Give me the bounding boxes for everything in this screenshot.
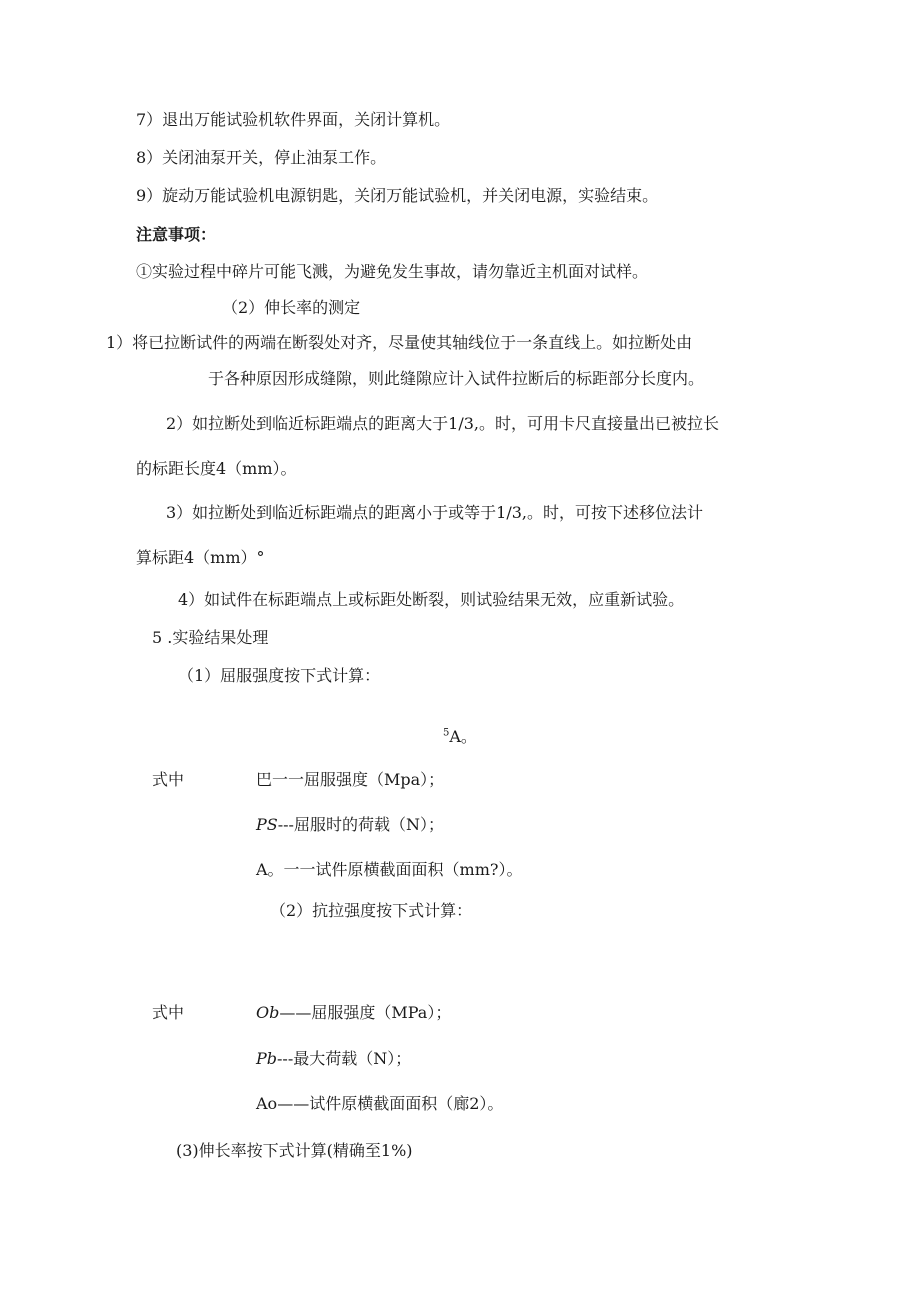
notes-item-1: ①实验过程中碎片可能飞溅，为避免发生事故，请勿靠近主机面对试样。 xyxy=(136,262,649,281)
elongation-calc-heading: (3)伸长率按下式计算(精确至1%) xyxy=(176,1141,413,1160)
elongation-p2-line2: 的标距长度4（mm）。 xyxy=(136,459,297,478)
tensile-def-area: Ao——试件原横截面面积（廊2）。 xyxy=(256,1094,504,1113)
tensile-heading: （2）抗拉强度按下式计算： xyxy=(270,901,473,920)
notes-heading: 注意事项： xyxy=(136,225,217,244)
tensile-strength-symbol: Ob xyxy=(256,1003,280,1022)
elongation-p3-line2: 算标距4（mm）° xyxy=(136,548,265,567)
elongation-p2-line1: 2）如拉断处到临近标距端点的距离大于1/3,。时，可用卡尺直接量出已被拉长 xyxy=(166,414,720,433)
step-7: 7）退出万能试验机软件界面，关闭计算机。 xyxy=(136,110,451,129)
max-load-symbol: Pb xyxy=(256,1049,278,1068)
formula-main: A。 xyxy=(449,727,477,746)
yield-def-strength: 巴一一屈服强度（Mpa）； xyxy=(256,770,445,789)
elongation-heading: （2）伸长率的测定 xyxy=(222,298,361,317)
results-heading: 5 .实验结果处理 xyxy=(152,628,269,647)
tensile-def-load xyxy=(256,1049,411,1069)
elongation-p1-line1: 1）将已拉断试件的两端在断裂处对齐，尽量使其轴线位于一条直线上。如拉断处由 xyxy=(106,333,693,352)
yield-load-symbol: PS xyxy=(256,815,278,834)
elongation-p3-line1: 3）如拉断处到临近标距端点的距离小于或等于1/3,。时，可按下述移位法计 xyxy=(166,503,704,522)
elongation-p1-line2: 于各种原因形成缝隙，则此缝隙应计入试件拉断后的标距部分长度内。 xyxy=(208,369,705,388)
step-8: 8）关闭油泵开关，停止油泵工作。 xyxy=(136,148,387,167)
yield-heading: （1）屈服强度按下式计算： xyxy=(178,666,381,685)
formula-superscript: 5 xyxy=(443,727,450,739)
elongation-p4: 4）如试件在标距端点上或标距处断裂，则试验结果无效，应重新试验。 xyxy=(178,590,685,609)
yield-def-load xyxy=(256,815,444,835)
where-label-2: 式中 xyxy=(152,1003,185,1022)
tensile-strength-text: ——屈服强度（MPa）； xyxy=(279,1003,452,1022)
step-9: 9）旋动万能试验机电源钥匙，关闭万能试验机，并关闭电源，实验结束。 xyxy=(136,186,659,205)
yield-def-area: A。一一试件原横截面面积（mm?）。 xyxy=(256,860,523,879)
tensile-def-strength xyxy=(256,1003,451,1023)
where-label-1: 式中 xyxy=(152,770,185,789)
yield-load-text: ---屈服时的荷载（N）； xyxy=(277,815,444,834)
yield-formula xyxy=(443,727,477,747)
max-load-text: ---最大荷载（N）； xyxy=(277,1049,412,1068)
